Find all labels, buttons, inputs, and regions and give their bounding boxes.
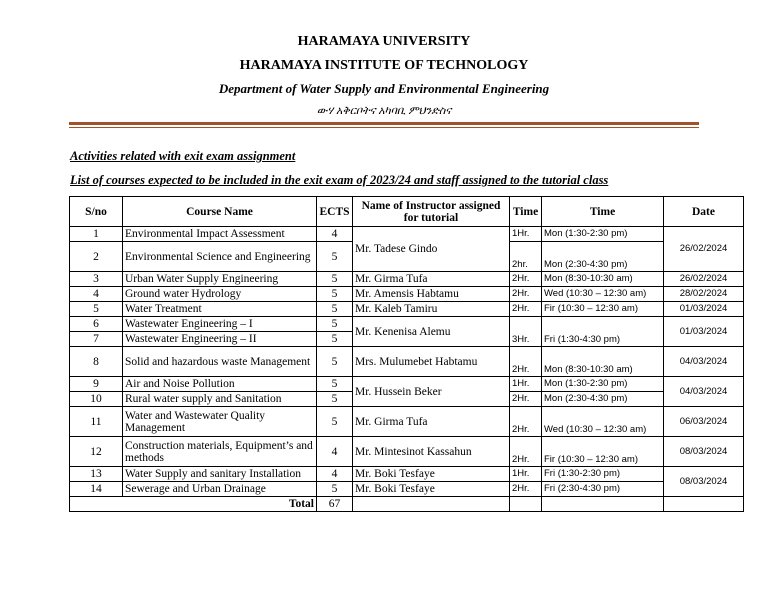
table-row <box>70 227 744 242</box>
cell-sno: 5 <box>70 302 123 317</box>
cell-empty <box>353 497 510 512</box>
cell-instructor: Mr. Hussein Beker <box>353 377 510 407</box>
cell-ects: 4 <box>317 227 353 242</box>
cell-sno: 14 <box>70 482 123 497</box>
cell-ects: 4 <box>317 467 353 482</box>
cell-date: 08/03/2024 <box>664 437 744 467</box>
cell-slot: Mon (1:30-2:30 pm) <box>542 377 664 392</box>
cell-sno: 7 <box>70 332 123 347</box>
cell-sno: 13 <box>70 467 123 482</box>
cell-slot: Wed (10:30 – 12:30 am) <box>542 407 664 437</box>
cell-sno: 6 <box>70 317 123 332</box>
cell-sno: 12 <box>70 437 123 467</box>
header-sno: S/no <box>70 197 123 227</box>
cell-course: Environmental Science and Engineering <box>123 242 317 272</box>
cell-slot: Fri (1:30-2:30 pm) <box>542 467 664 482</box>
cell-slot: Fir (10:30 – 12:30 am) <box>542 302 664 317</box>
cell-instructor: Mr. Girma Tufa <box>353 407 510 437</box>
cell-date: 26/02/2024 <box>664 272 744 287</box>
cell-course: Ground water Hydrology <box>123 287 317 302</box>
cell-slot: Mon (8:30-10:30 am) <box>542 347 664 377</box>
cell-instructor: Mr. Girma Tufa <box>353 272 510 287</box>
cell-date: 06/03/2024 <box>664 407 744 437</box>
table-row <box>70 287 744 302</box>
cell-course: Air and Noise Pollution <box>123 377 317 392</box>
cell-slot: Mon (1:30-2:30 pm) <box>542 227 664 242</box>
header-divider-thick <box>69 122 699 125</box>
cell-ects: 5 <box>317 332 353 347</box>
cell-sno: 1 <box>70 227 123 242</box>
cell-instructor: Mr. Kenenisa Alemu <box>353 317 510 347</box>
cell-ects: 4 <box>317 437 353 467</box>
cell-slot: Wed (10:30 – 12:30 am) <box>542 287 664 302</box>
cell-instructor: Mr. Tadese Gindo <box>353 227 510 272</box>
cell-sno: 11 <box>70 407 123 437</box>
cell-course: Construction materials, Equipment’s and methods <box>123 437 317 467</box>
department-title: Department of Water Supply and Environmental Engineering <box>218 81 550 96</box>
cell-instructor: Mr. Amensis Habtamu <box>353 287 510 302</box>
cell-date: 04/03/2024 <box>664 347 744 377</box>
cell-instructor: Mrs. Mulumebet Habtamu <box>353 347 510 377</box>
cell-hours: 2Hr. <box>510 407 542 437</box>
cell-course: Sewerage and Urban Drainage <box>123 482 317 497</box>
cell-slot: Mon (2:30-4:30 pm) <box>542 242 664 272</box>
cell-hours: 1Hr. <box>510 377 542 392</box>
cell-course: Water Treatment <box>123 302 317 317</box>
cell-hours: 1Hr. <box>510 227 542 242</box>
cell-instructor: Mr. Boki Tesfaye <box>353 482 510 497</box>
cell-ects: 5 <box>317 242 353 272</box>
total-row <box>70 497 744 512</box>
cell-empty <box>542 497 664 512</box>
cell-slot: Mon (2:30-4:30 pm) <box>542 392 664 407</box>
header-instructor: Name of Instructor assigned for tutorial <box>353 197 510 227</box>
cell-hours: 2hr. <box>510 242 542 272</box>
table-header-row <box>70 197 744 227</box>
cell-sno: 9 <box>70 377 123 392</box>
cell-ects: 5 <box>317 272 353 287</box>
cell-instructor: Mr. Kaleb Tamiru <box>353 302 510 317</box>
cell-ects: 5 <box>317 302 353 317</box>
cell-sno: 3 <box>70 272 123 287</box>
cell-date: 28/02/2024 <box>664 287 744 302</box>
cell-hours: 2Hr. <box>510 437 542 467</box>
cell-hours: 2Hr. <box>510 287 542 302</box>
cell-date: 04/03/2024 <box>664 377 744 407</box>
cell-hours: 2Hr. <box>510 302 542 317</box>
cell-date: 26/02/2024 <box>664 227 744 272</box>
cell-ects: 5 <box>317 392 353 407</box>
institute-title: HARAMAYA INSTITUTE OF TECHNOLOGY <box>239 58 529 73</box>
total-ects: 67 <box>317 497 353 512</box>
cell-ects: 5 <box>317 347 353 377</box>
table-row <box>70 317 744 332</box>
cell-course: Solid and hazardous waste Management <box>123 347 317 377</box>
cell-ects: 5 <box>317 407 353 437</box>
cell-course: Urban Water Supply Engineering <box>123 272 317 287</box>
cell-course: Wastewater Engineering – II <box>123 332 317 347</box>
cell-sno: 10 <box>70 392 123 407</box>
cell-slot: Mon (8:30-10:30 am) <box>542 272 664 287</box>
cell-instructor: Mr. Mintesinot Kassahun <box>353 437 510 467</box>
cell-sno: 4 <box>70 287 123 302</box>
table-row <box>70 302 744 317</box>
cell-hours: 2Hr. <box>510 347 542 377</box>
cell-hours: 2Hr. <box>510 482 542 497</box>
cell-hours: 2Hr. <box>510 392 542 407</box>
table-row <box>70 407 744 437</box>
cell-sno: 8 <box>70 347 123 377</box>
cell-instructor: Mr. Boki Tesfaye <box>353 467 510 482</box>
cell-slot: Fri (2:30-4:30 pm) <box>542 482 664 497</box>
cell-date: 08/03/2024 <box>664 467 744 497</box>
department-title-amharic: ውሃ አቅርቦትና አካባቢ ምህንድስና <box>316 105 452 117</box>
cell-ects: 5 <box>317 287 353 302</box>
cell-slot: Fri (1:30-4:30 pm) <box>542 317 664 347</box>
table-row <box>70 482 744 497</box>
table-row <box>70 347 744 377</box>
university-title: HARAMAYA UNIVERSITY <box>297 34 471 49</box>
table-row <box>70 437 744 467</box>
cell-slot: Fir (10:30 – 12:30 am) <box>542 437 664 467</box>
table-row <box>70 377 744 392</box>
table-row <box>70 467 744 482</box>
cell-hours: 3Hr. <box>510 317 542 347</box>
exit-exam-course-table <box>69 196 744 512</box>
header-ects: ECTS <box>317 197 353 227</box>
cell-empty <box>510 497 542 512</box>
cell-ects: 5 <box>317 317 353 332</box>
cell-sno: 2 <box>70 242 123 272</box>
total-label: Total <box>70 497 317 512</box>
cell-empty <box>664 497 744 512</box>
cell-hours: 2Hr. <box>510 272 542 287</box>
cell-ects: 5 <box>317 377 353 392</box>
activities-heading: Activities related with exit exam assignment <box>70 149 296 163</box>
header-divider-thin <box>69 127 699 128</box>
table-row <box>70 272 744 287</box>
cell-course: Water Supply and sanitary Installation <box>123 467 317 482</box>
cell-course: Wastewater Engineering – I <box>123 317 317 332</box>
header-time: Time <box>510 197 542 227</box>
cell-hours: 1Hr. <box>510 467 542 482</box>
cell-course: Rural water supply and Sanitation <box>123 392 317 407</box>
header-course: Course Name <box>123 197 317 227</box>
cell-ects: 5 <box>317 482 353 497</box>
cell-date: 01/03/2024 <box>664 302 744 317</box>
header-date: Date <box>664 197 744 227</box>
cell-course: Environmental Impact Assessment <box>123 227 317 242</box>
course-list-heading: List of courses expected to be included in the exit exam of 2023/24 and staff assigned to the tutorial class <box>70 173 609 187</box>
cell-date: 01/03/2024 <box>664 317 744 347</box>
cell-course: Water and Wastewater Quality Management <box>123 407 317 437</box>
header-time-slot: Time <box>542 197 664 227</box>
